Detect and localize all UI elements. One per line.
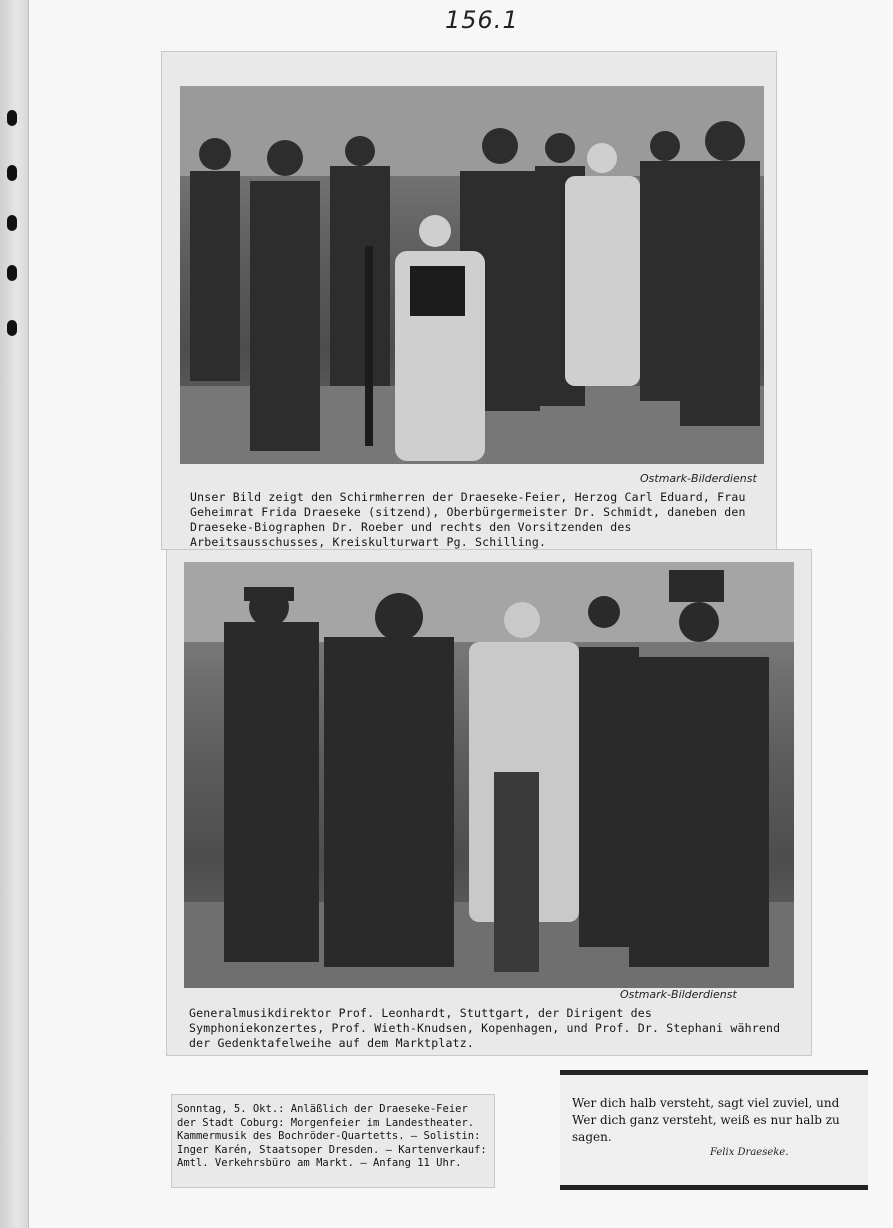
photo-caption: Unser Bild zeigt den Schirmherren der Draeseke-Feier, Herzog Carl Eduard, Frau Geheimrat Frida Draeseke (sitzend), Oberbürgermeister Dr. Schmidt, daneben den Draeseke-Biographen Dr. Roeber und rechts den Vorsitzenden des Arbeitsausschusses, Kreiskulturwart Pg. Schilling. [190,490,746,549]
photo-credit: Ostmark-Bilderdienst [640,472,757,485]
punch-hole [7,320,17,336]
punch-hole [7,265,17,281]
photo-ceremony-dignitaries [180,86,764,464]
punch-hole [7,110,17,126]
event-notice-text: Sonntag, 5. Okt.: Anläßlich der Draeseke-Feier der Stadt Coburg: Morgenfeier im Landestheater. Kammermusik des Bochröder-Quartetts. — Solistin: Inger Karén, Staatsoper Dresden. — Kartenverkauf: Amtl. Verkehrsbüro am Markt. — Anfang 11 Uhr. [177,1103,487,1169]
binder-margin [0,0,29,1228]
punch-hole [7,165,17,181]
quote-text: Wer dich halb versteht, sagt viel zuviel, und Wer dich ganz versteht, weiß es nur halb zu sagen. [572,1096,840,1144]
clipping-photo-1 [162,52,776,549]
page-number: 156.1 [445,6,519,34]
photo-illustration [184,562,794,988]
clipping-photo-2 [167,550,811,1055]
quote-author: Felix Draeseke. [710,1147,789,1158]
photo-credit: Ostmark-Bilderdienst [620,988,737,1001]
photo-caption: Generalmusikdirektor Prof. Leonhardt, Stuttgart, der Dirigent des Symphoniekonzertes, Prof. Wieth-Knudsen, Kopenhagen, und Prof. Dr. Stephani während der Gedenktafelweihe auf dem Marktplatz. [189,1006,781,1050]
quote-clipping [560,1070,868,1190]
punch-hole [7,215,17,231]
event-notice-clipping [172,1095,494,1187]
photo-illustration [180,86,764,464]
photo-plaque-dedication [184,562,794,988]
